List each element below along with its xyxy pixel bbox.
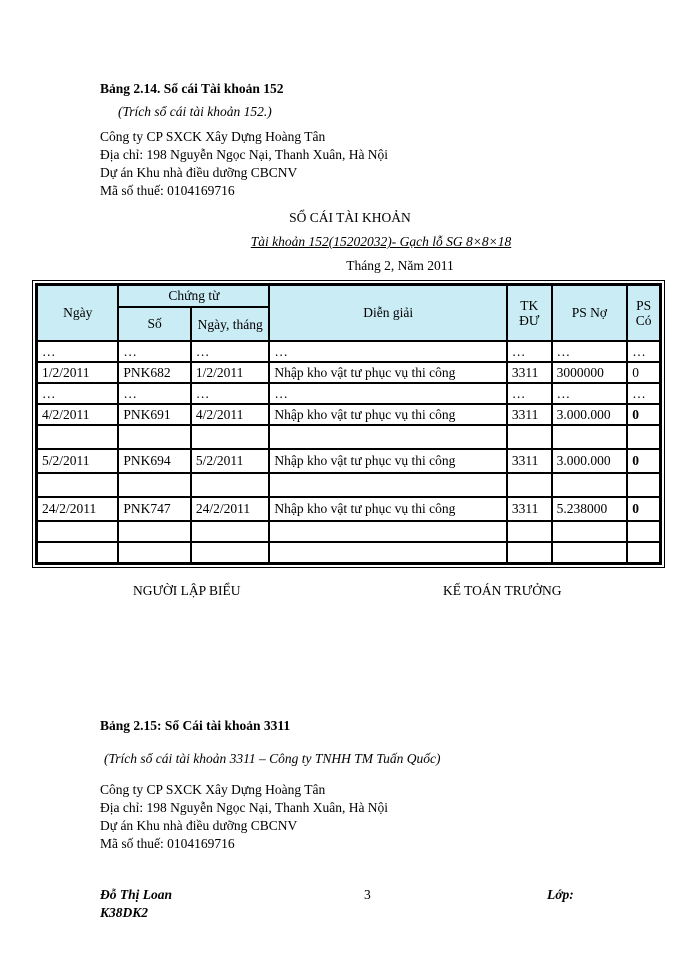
cell-desc: Nhập kho vật tư phục vụ thi công — [269, 449, 506, 473]
cell-vdate: … — [191, 341, 270, 362]
cell-vdate — [191, 473, 270, 497]
cell-credit: 0 — [627, 449, 660, 473]
ledger-account: Tài khoản 152(15202032)- Gạch lỗ SG 8×8×18 — [250, 234, 512, 249]
cell-tk — [507, 425, 552, 449]
cell-desc: Nhập kho vật tư phục vụ thi công — [269, 497, 506, 521]
table-row — [37, 521, 660, 542]
footer-author: Đỗ Thị Loan — [100, 887, 173, 902]
cell-date — [37, 542, 118, 563]
cell-vdate — [191, 425, 270, 449]
cell-number: … — [118, 341, 190, 362]
cell-date — [37, 473, 118, 497]
cell-credit — [627, 521, 660, 542]
cell-tk: 3311 — [507, 404, 552, 425]
footer-class-label: Lớp: — [547, 887, 574, 902]
company-tax: Mã số thuế: 0104169716 — [100, 183, 235, 198]
table-215-title: Bảng 2.15: Sổ Cái tài khoản 3311 — [100, 718, 291, 733]
table-row — [37, 542, 660, 563]
cell-debit: 5.238000 — [552, 497, 628, 521]
col-header-description: Diễn giải — [269, 285, 506, 341]
signature-chief-accountant: KẾ TOÁN TRƯỞNG — [443, 583, 562, 598]
cell-credit — [627, 473, 660, 497]
cell-date: 5/2/2011 — [37, 449, 118, 473]
cell-date: … — [37, 341, 118, 362]
cell-debit — [552, 473, 628, 497]
cell-number — [118, 542, 190, 563]
company-info — [100, 128, 388, 200]
table-row — [37, 497, 660, 521]
col-header-number: Số — [118, 307, 190, 341]
col-header-credit: PS Có — [627, 285, 660, 341]
cell-number: PNK694 — [118, 449, 190, 473]
footer-class-code: K38DK2 — [100, 905, 149, 920]
cell-debit: 3.000.000 — [552, 449, 628, 473]
cell-vdate: … — [191, 383, 270, 404]
ledger-table — [35, 283, 662, 565]
cell-number — [118, 521, 190, 542]
cell-vdate — [191, 521, 270, 542]
cell-desc: Nhập kho vật tư phục vụ thi công — [269, 362, 506, 383]
cell-credit: 0 — [627, 362, 660, 383]
col-header-tk: TK ĐƯ — [507, 285, 552, 341]
cell-debit — [552, 521, 628, 542]
col-header-date: Ngày — [37, 285, 118, 341]
cell-debit: 3.000.000 — [552, 404, 628, 425]
table-215-subtitle: (Trích sổ cái tài khoản 3311 – Công ty TNHH TM Tuấn Quốc) — [104, 751, 441, 766]
table-row — [37, 473, 660, 497]
cell-number: PNK682 — [118, 362, 190, 383]
cell-debit — [552, 425, 628, 449]
cell-tk — [507, 521, 552, 542]
cell-desc — [269, 473, 506, 497]
cell-credit — [627, 425, 660, 449]
table-row — [37, 449, 660, 473]
cell-vdate: 4/2/2011 — [191, 404, 270, 425]
table-row — [37, 341, 660, 362]
ledger-period: Tháng 2, Năm 2011 — [346, 258, 454, 273]
company-name-2: Công ty CP SXCK Xây Dựng Hoàng Tân — [100, 782, 326, 797]
cell-desc: … — [269, 341, 506, 362]
page-number: 3 — [364, 887, 371, 902]
cell-credit: … — [627, 383, 660, 404]
cell-number: PNK691 — [118, 404, 190, 425]
cell-tk: 3311 — [507, 497, 552, 521]
company-project-2: Dự án Khu nhà điều dưỡng CBCNV — [100, 818, 298, 833]
cell-debit: … — [552, 341, 628, 362]
cell-vdate — [191, 542, 270, 563]
cell-date: 4/2/2011 — [37, 404, 118, 425]
cell-debit: 3000000 — [552, 362, 628, 383]
cell-desc: Nhập kho vật tư phục vụ thi công — [269, 404, 506, 425]
cell-desc — [269, 542, 506, 563]
cell-number — [118, 473, 190, 497]
cell-vdate: 5/2/2011 — [191, 449, 270, 473]
cell-tk: 3311 — [507, 362, 552, 383]
cell-desc — [269, 521, 506, 542]
col-header-debit: PS Nợ — [552, 285, 628, 341]
table-row — [37, 425, 660, 449]
cell-tk: 3311 — [507, 449, 552, 473]
cell-tk — [507, 473, 552, 497]
company-info-2 — [100, 781, 388, 853]
cell-number — [118, 425, 190, 449]
company-address-2: Địa chỉ: 198 Nguyễn Ngọc Nại, Thanh Xuân, Hà Nội — [100, 800, 389, 815]
cell-credit: … — [627, 341, 660, 362]
ledger-heading: SỔ CÁI TÀI KHOẢN — [289, 210, 411, 225]
table-214-title: Bảng 2.14. Sổ cái Tài khoản 152 — [100, 81, 284, 96]
cell-debit — [552, 542, 628, 563]
cell-tk: … — [507, 383, 552, 404]
company-address: Địa chỉ: 198 Nguyễn Ngọc Nại, Thanh Xuân, Hà Nội — [100, 147, 389, 162]
cell-date — [37, 425, 118, 449]
cell-number: PNK747 — [118, 497, 190, 521]
cell-desc — [269, 425, 506, 449]
company-tax-2: Mã số thuế: 0104169716 — [100, 836, 235, 851]
col-header-voucher-date: Ngày, tháng — [191, 307, 270, 341]
cell-credit: 0 — [627, 497, 660, 521]
cell-desc: … — [269, 383, 506, 404]
cell-vdate: 1/2/2011 — [191, 362, 270, 383]
cell-date: … — [37, 383, 118, 404]
cell-date: 24/2/2011 — [37, 497, 118, 521]
cell-credit: 0 — [627, 404, 660, 425]
cell-vdate: 24/2/2011 — [191, 497, 270, 521]
cell-date — [37, 521, 118, 542]
table-row — [37, 362, 660, 383]
table-214-subtitle: (Trích sổ cái tài khoản 152.) — [118, 104, 272, 119]
col-header-voucher: Chứng từ — [118, 285, 269, 307]
cell-credit — [627, 542, 660, 563]
company-name: Công ty CP SXCK Xây Dựng Hoàng Tân — [100, 129, 326, 144]
company-project: Dự án Khu nhà điều dưỡng CBCNV — [100, 165, 298, 180]
cell-tk — [507, 542, 552, 563]
table-row — [37, 383, 660, 404]
cell-number: … — [118, 383, 190, 404]
cell-date: 1/2/2011 — [37, 362, 118, 383]
cell-tk: … — [507, 341, 552, 362]
signature-preparer: NGƯỜI LẬP BIỂU — [133, 583, 241, 598]
cell-debit: … — [552, 383, 628, 404]
table-row — [37, 404, 660, 425]
